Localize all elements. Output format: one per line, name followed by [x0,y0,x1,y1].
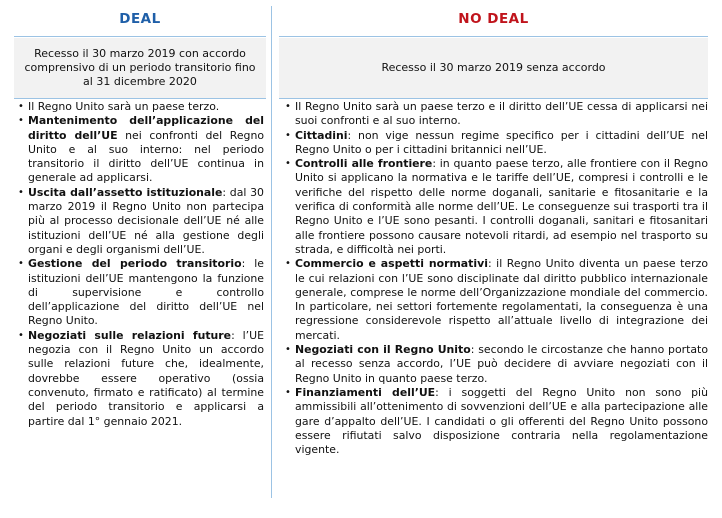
deal-summary [14,38,266,98]
no-deal-points-list [285,100,708,457]
bullet-icon: • [285,258,291,270]
point-body: : dal 30 marzo 2019 il Regno Unito non partecipa più al processo decisionale dell’UE né alle istituzioni dell’UE né alla gestione degli organi e degli organismi dell’UE. [28,185,264,256]
no-deal-summary [279,38,708,98]
point-body: : i soggetti del Regno Unito non sono più ammissibili all’ottenimento di sovvenzioni dell’UE e alla partecipazione alle gare d’appalto dell’UE. I candidati o gli offerenti del Regno Unito possono essere rifiutati salvo disposizione contraria nella regolamentazione vigente. [295,385,708,457]
no-deal-header: NO DEAL [458,11,529,27]
bullet-icon: • [285,344,291,356]
list-item [18,100,264,114]
deal-header: DEAL [119,11,161,27]
header-rule-left [14,36,266,37]
deal-points-list [18,100,264,429]
bullet-icon: • [18,101,24,112]
list-item [18,257,264,328]
list-item [285,129,708,158]
point-body: : non vige nessun regime specifico per i cittadini dell’UE nel Regno Unito o per i cittadini britannici nell’UE. [295,128,708,156]
point-body: : le istituzioni dell’UE mantengono la funzione di supervisione e controllo dell’applicazione del diritto dell’UE nel Regno Unito. [28,257,265,328]
point-body: : l’UE negozia con il Regno Unito un accordo sulle relazioni future che, idealmente, dovrebbe essere operativo (ossia convenuto, firmato e ratificato) al termine del periodo transitorio e applicarsi a partire dal 1° gennaio 2021. [28,328,264,428]
header-rule-right [279,36,708,37]
point-title: Controlli alle frontiere [295,157,433,171]
summary-rule-right [279,98,708,99]
point-title: Finanziamenti dell’UE [295,385,436,399]
point-body: nei confronti del Regno Unito e al suo interno: nel periodo transitorio il diritto dell’UE continua in generale ad applicarsi. [28,128,265,185]
bullet-icon: • [18,258,24,270]
point-title: Commercio e aspetti normativi [295,257,488,271]
point-body: Il Regno Unito sarà un paese terzo. [28,100,220,113]
list-item [285,343,708,386]
bullet-icon: • [18,115,24,127]
bullet-icon: • [18,329,24,341]
list-item [285,386,708,457]
list-item [18,186,264,257]
point-title: Cittadini [295,128,348,142]
bullet-icon: • [285,129,291,141]
point-body: : in quanto paese terzo, alle frontiere con il Regno Unito si applicano la normativa e le tariffe dell’UE, compresi i controlli e le verifiche del rispetto delle norme doganali, sanitarie e fitosanitarie e la verifica di conformità alle norme dell’UE. Le conseguenze sui trasporti tra il Regno Unito e l’UE sono pesanti. I controlli doganali, sanitari e fitosanitari alle frontiere possono causare notevoli ritardi, ad esempio nel trasporto su strada, e difficoltà nei porti. [295,157,709,256]
point-title: Mantenimento dell’applicazione del diritto dell’UE [28,114,264,142]
list-item [18,329,264,429]
deal-column [14,4,266,34]
column-divider [271,6,272,498]
list-item [285,100,708,129]
bullet-icon: • [285,386,291,398]
point-title: Uscita dall’assetto istituzionale [28,185,223,199]
point-body: : secondo le circostanze che hanno portato al recesso senza accordo, l’UE può decidere di avviare negoziati con il Regno Unito in quanto paese terzo. [295,343,708,385]
deal-summary-text: Recesso il 30 marzo 2019 con accordo comprensivo di un periodo transitorio fino al 31 dicembre 2020 [24,47,256,88]
bullet-icon: • [285,101,291,112]
point-body: Il Regno Unito sarà un paese terzo e il diritto dell’UE cessa di applicarsi nei suoi confronti e al suo interno. [295,100,708,128]
list-item [18,114,264,185]
no-deal-column [279,4,708,34]
list-item [285,257,708,343]
bullet-icon: • [285,158,291,170]
bullet-icon: • [18,186,24,198]
point-title: Gestione del periodo transitorio [28,257,242,271]
list-item [285,157,708,257]
point-title: Negoziati sulle relazioni future [28,328,232,342]
summary-rule-left [14,98,266,99]
point-title: Negoziati con il Regno Unito [295,343,471,357]
comparison-table [14,4,708,498]
no-deal-summary-text: Recesso il 30 marzo 2019 senza accordo [381,61,606,74]
point-body: : il Regno Unito diventa un paese terzo le cui relazioni con l’UE sono disciplinate dal diritto pubblico internazionale generale, comprese le norme dell’Organizzazione mondiale del commercio. In particolare, nei settori fortemente regolamentati, la conseguenza è una regressione considerevole rispetto all’attuale livello di integrazione dei mercati. [295,257,708,342]
